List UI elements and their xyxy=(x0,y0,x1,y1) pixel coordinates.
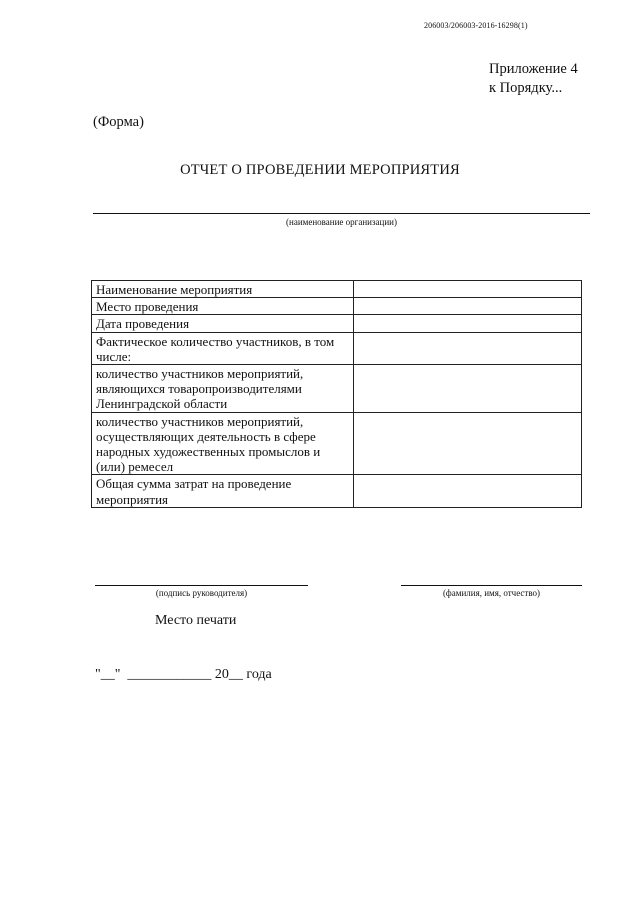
organization-name-caption: (наименование организации) xyxy=(286,217,397,227)
table-row xyxy=(92,475,582,507)
table-row xyxy=(92,412,582,475)
page-title: ОТЧЕТ О ПРОВЕДЕНИИ МЕРОПРИЯТИЯ xyxy=(180,162,460,178)
appendix-reference xyxy=(489,60,578,98)
row-label: Общая сумма затрат на проведение мероприятия xyxy=(92,475,354,507)
row-label: количество участников мероприятий, осуществляющих деятельность в сфере народных художественных промыслов и (или) ремесел xyxy=(92,412,354,475)
row-label: Место проведения xyxy=(92,298,354,315)
row-value xyxy=(354,315,582,332)
table-row xyxy=(92,281,582,298)
table-row xyxy=(92,315,582,332)
table-row xyxy=(92,332,582,364)
stamp-place-label: Место печати xyxy=(155,613,237,628)
full-name-line xyxy=(401,585,582,586)
row-label: Дата проведения xyxy=(92,315,354,332)
row-value xyxy=(354,281,582,298)
table-row xyxy=(92,365,582,413)
row-label: количество участников мероприятий, являющихся товаропроизводителями Ленинградской области xyxy=(92,365,354,413)
date-line: "__" ____________ 20__ года xyxy=(95,667,272,682)
full-name-caption: (фамилия, имя, отчество) xyxy=(442,588,541,598)
row-value xyxy=(354,475,582,507)
row-value xyxy=(354,332,582,364)
signature-caption: (подпись руководителя) xyxy=(155,588,248,598)
appendix-line-2: к Порядку... xyxy=(489,80,563,96)
document-number: 206003/206003-2016-16298(1) xyxy=(424,21,528,30)
report-table xyxy=(91,280,582,508)
organization-name-line xyxy=(93,213,590,214)
row-label: Наименование мероприятия xyxy=(92,281,354,298)
row-label: Фактическое количество участников, в том числе: xyxy=(92,332,354,364)
form-label: (Форма) xyxy=(93,114,144,130)
signature-line xyxy=(95,585,308,586)
row-value xyxy=(354,298,582,315)
row-value xyxy=(354,365,582,413)
appendix-line-1: Приложение 4 xyxy=(489,61,578,77)
table-row xyxy=(92,298,582,315)
row-value xyxy=(354,412,582,475)
